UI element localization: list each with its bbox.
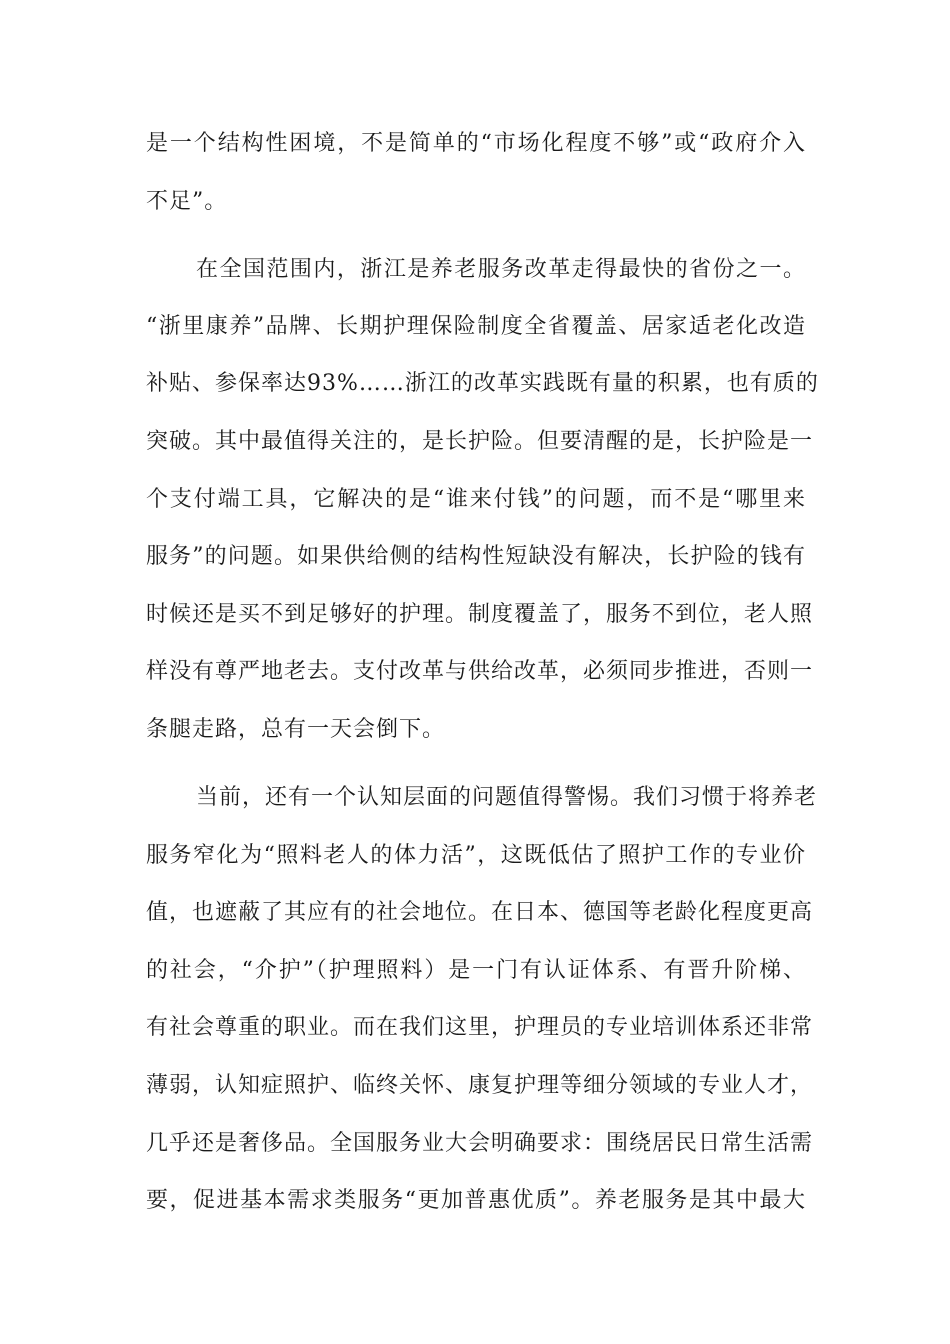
text-line: 不足”。 — [146, 189, 228, 214]
text-line: 个支付端工具，它解决的是“谁来付钱”的问题，而不是“哪里来 — [146, 487, 806, 512]
text-line: 有社会尊重的职业。而在我们这里，护理员的专业培训体系还非常 — [146, 1015, 814, 1040]
text-line: 服务”的问题。如果供给侧的结构性短缺没有解决，长护险的钱有 — [146, 544, 806, 569]
text-line: 薄弱，认知症照护、临终关怀、康复护理等细分领域的专业人才， — [146, 1073, 814, 1098]
text-line: “浙里康养”品牌、长期护理保险制度全省覆盖、居家适老化改造 — [146, 314, 806, 339]
text-line: 条腿走路，总有一天会倒下。 — [146, 717, 446, 742]
paragraph-first-line: 当前，还有一个认知层面的问题值得警惕。我们习惯于将养老 — [196, 785, 818, 810]
text-line: 补贴、参保率达93%……浙江的改革实践既有量的积累，也有质的 — [146, 371, 819, 396]
text-line: 服务窄化为“照料老人的体力活”，这既低估了照护工作的专业价 — [146, 843, 806, 868]
text-line: 突破。其中最值得关注的，是长护险。但要清醒的是，长护险是一 — [146, 429, 814, 454]
text-line: 是一个结构性困境，不是简单的“市场化程度不够”或“政府介入 — [146, 131, 806, 156]
text-line: 时候还是买不到足够好的护理。制度覆盖了，服务不到位，老人照 — [146, 602, 814, 627]
paragraph-first-line: 在全国范围内，浙江是养老服务改革走得最快的省份之一。 — [196, 257, 806, 282]
text-line: 的社会，“介护”（护理照料）是一门有认证体系、有晋升阶梯、 — [146, 958, 806, 983]
text-line: 几乎还是奢侈品。全国服务业大会明确要求：围绕居民日常生活需 — [146, 1131, 814, 1156]
text-line: 样没有尊严地老去。支付改革与供给改革，必须同步推进，否则一 — [146, 659, 814, 684]
text-line: 要，促进基本需求类服务“更加普惠优质”。养老服务是其中最大 — [146, 1188, 806, 1213]
text-line: 值，也遮蔽了其应有的社会地位。在日本、德国等老龄化程度更高 — [146, 900, 814, 925]
